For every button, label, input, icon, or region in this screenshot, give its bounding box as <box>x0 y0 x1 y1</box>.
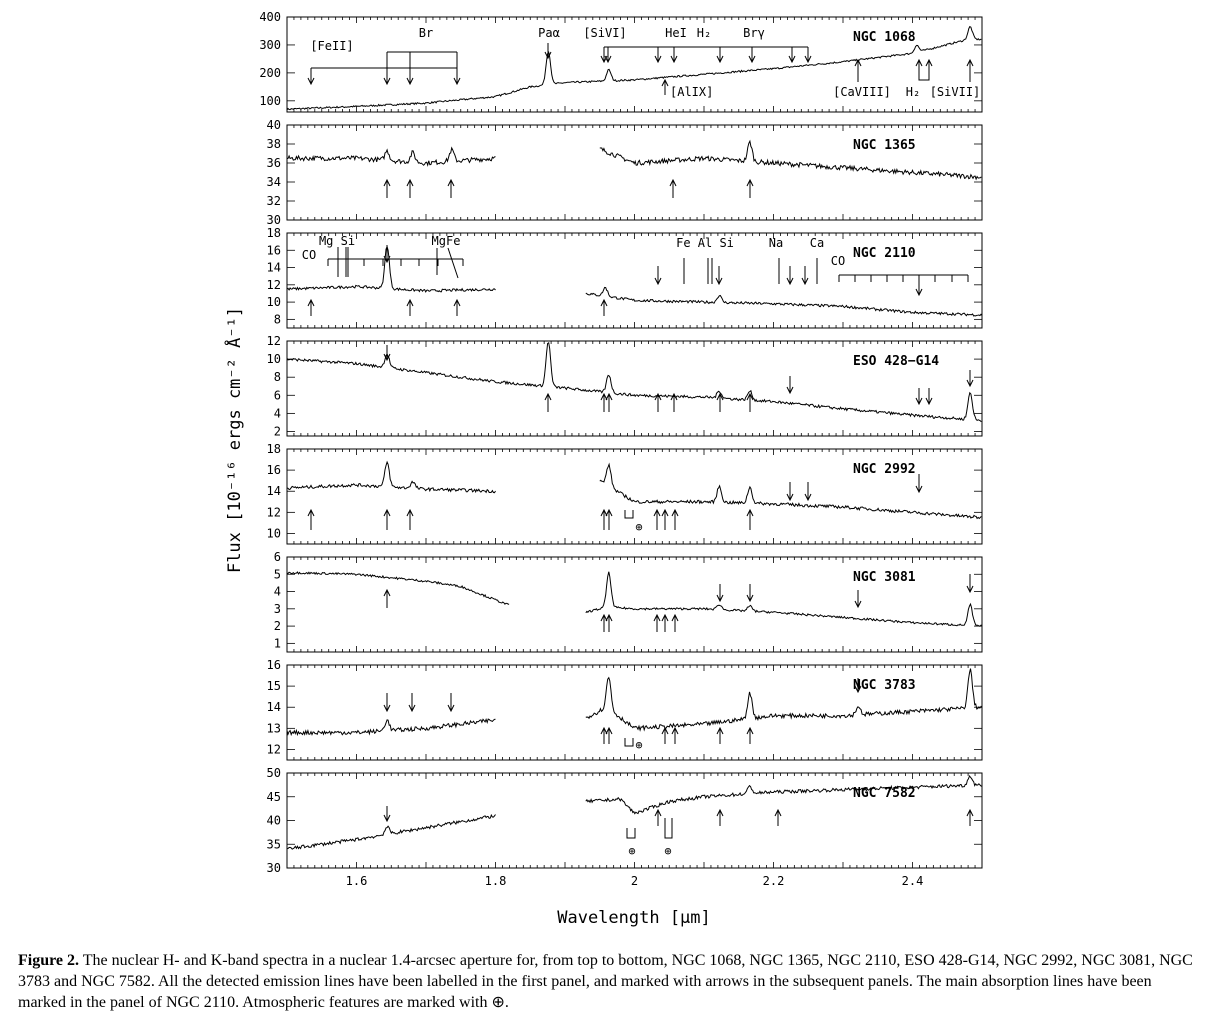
caption-text: The nuclear H- and K-band spectra in a nuclear 1.4-arcsec aperture for, from top to bottom, NGC 1068, NGC 1365, NGC 2110, ESO 428-G14, NGC 2992, NGC 3081, NGC 3783 and NGC 7582. All the detected emission lines have been labelled in the first panel, and marked with arrows in the subsequent panels. The main absorption lines have been marked in the panel of NGC 2110. Atmospheric features are marked with ⊕. <box>18 952 1193 1011</box>
abs-tick <box>448 248 458 278</box>
galaxy-name: NGC 2992 <box>853 462 916 477</box>
y-tick-label: 6 <box>273 550 281 564</box>
y-tick-label: 45 <box>266 789 281 804</box>
y-tick-label: 5 <box>273 567 281 582</box>
y-tick-label: 2 <box>273 424 281 439</box>
y-tick-label: 13 <box>266 721 281 736</box>
label-caviii: [CaVIII] <box>833 85 891 99</box>
x-tick-label: 2 <box>630 874 639 888</box>
galaxy-name: NGC 2110 <box>853 246 916 261</box>
y-tick-label: 14 <box>266 260 281 275</box>
y-tick-label: 16 <box>266 243 281 258</box>
y-tick-label: 10 <box>266 352 281 367</box>
spectrum-line <box>586 776 982 814</box>
y-tick-label: 50 <box>266 766 281 780</box>
y-tick-label: 30 <box>266 213 281 227</box>
spectrum-line <box>586 669 982 731</box>
atm-bracket <box>627 828 635 838</box>
galaxy-name: NGC 3783 <box>853 678 916 693</box>
spectrum-line <box>287 719 496 735</box>
panel-2 <box>267 118 982 227</box>
y-tick-label: 8 <box>273 312 281 327</box>
spectrum-line <box>287 462 496 493</box>
spectrum-line <box>287 148 496 165</box>
figure-caption <box>18 950 1198 1013</box>
galaxy-name: NGC 3081 <box>853 570 916 585</box>
y-tick-label: 6 <box>273 388 281 403</box>
label-sivi: [SiVI] <box>583 26 627 40</box>
galaxy-name: NGC 1365 <box>853 138 916 153</box>
y-tick-label: 36 <box>266 156 281 170</box>
y-tick-label: 8 <box>273 370 281 385</box>
y-tick-label: 16 <box>266 463 281 478</box>
x-tick-label: 1.8 <box>484 874 507 888</box>
label-mgsi: Mg Si <box>318 234 356 248</box>
atm-bracket <box>625 510 633 518</box>
y-tick-label: 14 <box>266 484 281 499</box>
panel-4 <box>267 334 982 438</box>
spectra-panels <box>259 10 982 875</box>
label-paa: Paα <box>538 26 560 40</box>
atm-bracket <box>665 818 672 838</box>
spectrum-line <box>287 572 509 604</box>
label-na: Na <box>768 236 784 250</box>
y-tick-label: 38 <box>266 137 281 151</box>
y-tick-label: 12 <box>266 334 281 348</box>
y-tick-label: 2 <box>273 619 281 634</box>
y-tick-label: 100 <box>259 93 281 108</box>
x-axis-label: Wavelength [μm] <box>557 908 711 928</box>
panel-3 <box>267 226 982 328</box>
label-hei: HeI <box>665 26 687 40</box>
galaxy-name: NGC 1068 <box>853 30 916 45</box>
y-tick-label: 12 <box>266 505 281 520</box>
y-tick-label: 18 <box>266 442 281 456</box>
spectrum-line <box>586 572 982 627</box>
y-tick-label: 4 <box>273 406 281 421</box>
galaxy-name: NGC 7582 <box>853 786 916 801</box>
atmosphere-symbol: ⊕ <box>635 520 643 534</box>
label-mgfe: MgFe <box>431 234 461 248</box>
x-tick-label: 2.2 <box>762 874 785 888</box>
panel-5 <box>267 442 982 544</box>
y-tick-label: 30 <box>266 861 281 875</box>
spectrum-line <box>600 141 982 179</box>
spectrum-line <box>586 287 982 316</box>
y-tick-label: 34 <box>266 175 281 189</box>
y-tick-label: 32 <box>266 194 281 208</box>
h2-bracket <box>919 76 929 80</box>
galaxy-name: ESO 428−G14 <box>853 354 940 369</box>
y-tick-label: 14 <box>266 700 281 715</box>
y-tick-label: 12 <box>266 742 281 757</box>
label-sivii: [SiVII] <box>929 85 981 99</box>
y-tick-label: 16 <box>266 658 281 672</box>
panel-7 <box>267 658 982 760</box>
y-tick-label: 400 <box>259 10 281 24</box>
x-tick-label: 2.4 <box>901 874 924 888</box>
y-tick-label: 1 <box>273 636 281 651</box>
y-tick-label: 3 <box>273 601 281 616</box>
label-h2-below: H₂ <box>905 85 921 99</box>
label-brg: Brγ <box>743 26 765 40</box>
spectrum-line <box>287 247 496 292</box>
spectrum-line <box>287 815 496 850</box>
label-co-k: CO <box>830 254 846 268</box>
y-tick-label: 10 <box>266 295 281 310</box>
atm-bracket <box>625 738 633 746</box>
caption-label: Figure 2. <box>18 952 80 969</box>
y-tick-label: 40 <box>266 813 281 828</box>
x-tick-label: 1.6 <box>345 874 368 888</box>
label-co: CO <box>301 248 317 262</box>
label-feii: [FeII] <box>310 39 354 53</box>
y-axis-label: Flux [10⁻¹⁶ ergs cm⁻² Å⁻¹] <box>225 306 245 574</box>
label-h2: H₂ <box>696 26 712 40</box>
label-br: Br <box>418 26 434 40</box>
panel-6 <box>274 550 982 652</box>
y-tick-label: 18 <box>266 226 281 240</box>
y-tick-label: 200 <box>259 65 281 80</box>
y-tick-label: 35 <box>266 837 281 852</box>
y-tick-label: 4 <box>273 584 281 599</box>
y-tick-label: 10 <box>266 526 281 541</box>
y-tick-label: 40 <box>266 118 281 132</box>
label-alix: [AlIX] <box>670 85 714 99</box>
label-fealsi: Fe Al Si <box>676 236 734 250</box>
label-ca: Ca <box>809 236 825 250</box>
atmosphere-symbol: ⊕ <box>635 738 643 752</box>
y-tick-label: 300 <box>259 37 281 52</box>
y-tick-label: 15 <box>266 679 281 694</box>
x-tick-labels <box>346 874 924 888</box>
atmosphere-symbol: ⊕ <box>628 844 636 858</box>
panel-8 <box>267 766 982 875</box>
atmosphere-symbol: ⊕ <box>664 844 672 858</box>
y-tick-label: 12 <box>266 277 281 292</box>
